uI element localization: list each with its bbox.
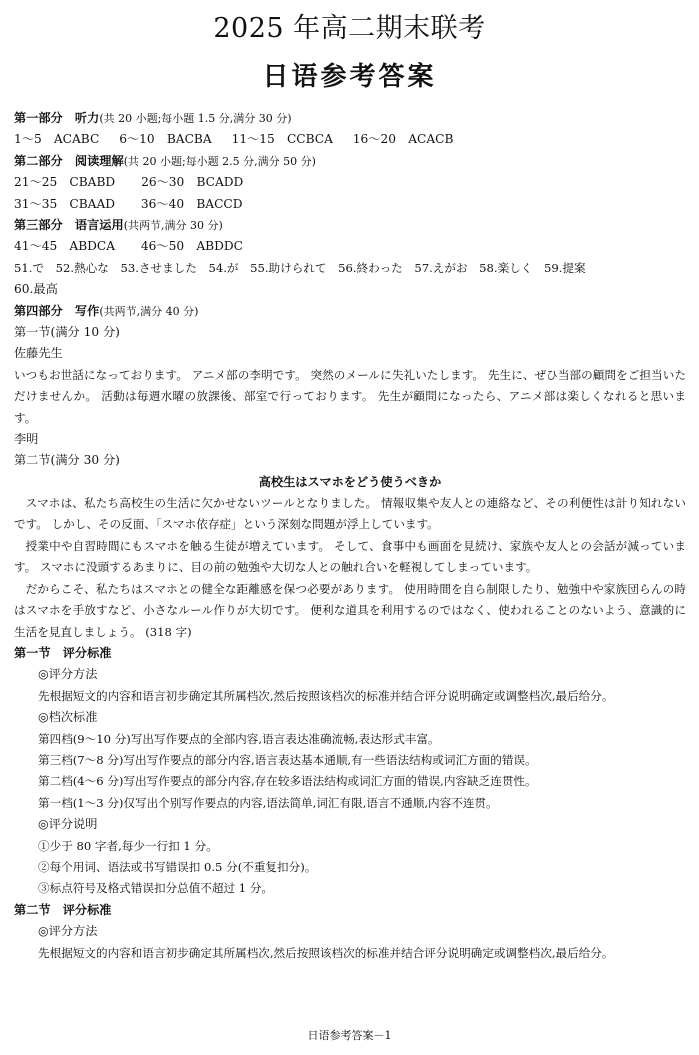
page-title: 2025 年高二期末联考	[213, 13, 486, 44]
scoring-level: 第三档(7～8 分)写出写作要点的部分内容,语言表达基本通顺,有一些语法结构或词汇方面的错误。	[38, 752, 537, 767]
answer-group: 31～35 CBAAD	[14, 196, 116, 211]
scoring1-levels-label: ◎档次标准	[38, 710, 98, 725]
scoring2-method-label: ◎评分方法	[38, 924, 98, 939]
answer-content	[14, 108, 686, 964]
part1-note: (共 20 小题;每小题 1.5 分,满分 30 分)	[99, 112, 292, 125]
essay-title: 高校生はスマホをどう使うべきか	[258, 474, 442, 489]
scoring1-notes-label: ◎评分说明	[38, 817, 98, 832]
scoring-note: ③标点符号及格式错误扣分总值不超过 1 分。	[38, 881, 274, 896]
answer-group: 41～45 ABDCA	[14, 239, 116, 254]
scoring1-method-label: ◎评分方法	[38, 667, 98, 682]
part1-heading: 第一部分 听力	[14, 111, 100, 125]
part3-heading: 第三部分 语言运用	[14, 217, 124, 232]
scoring-level: 第一档(1～3 分)仅写出个别写作要点的内容,语法简单,词汇有限,语言不通顺,内容不连贯。	[38, 795, 498, 810]
part3-fill-line1: 51.で 52.熱心な 53.させました 54.が 55.助けられて 56.終わった 57.えがお 58.楽しく 59.提案	[14, 260, 586, 275]
answer-group: 1～5 ACABC	[14, 132, 100, 147]
part2-answers-row1	[14, 172, 686, 193]
scoring1-method-text: 先根据短文的内容和语言初步确定其所属档次,然后按照该档次的标准并结合评分说明确定或调整档次,最后给分。	[38, 688, 614, 703]
scoring2-method-text: 先根据短文的内容和语言初步确定其所属档次,然后按照该档次的标准并结合评分说明确定或调整档次,最后给分。	[38, 945, 614, 960]
answer-group: 6～10 BACBA	[119, 132, 212, 147]
part1-heading-row	[14, 108, 686, 129]
part4-note: (共两节,满分 40 分)	[99, 304, 199, 318]
part1-answers	[14, 129, 686, 150]
letter-salutation: 佐藤先生	[14, 346, 63, 361]
scoring1-heading: 第一节 评分标准	[14, 645, 112, 660]
part2-answers-row2	[14, 194, 686, 215]
part2-heading: 第二部分 阅读理解	[14, 153, 124, 168]
scoring-level: 第二档(4～6 分)写出写作要点的部分内容,存在较多语法结构或词汇方面的错误,内容缺乏连贯性。	[38, 774, 537, 789]
part4-heading: 第四部分 写作	[14, 303, 100, 318]
scoring-level: 第四档(9～10 分)写出写作要点的全部内容,语言表达准确流畅,表达形式丰富。	[38, 731, 440, 746]
part3-note: (共两节,满分 30 分)	[123, 218, 223, 232]
answer-group: 26～30 BCADD	[141, 175, 244, 190]
part3-fill-line2: 60.最高	[14, 282, 58, 297]
scoring-note: ②每个用词、语法或书写错误扣 0.5 分(不重复扣分)。	[38, 859, 317, 874]
answer-group: 46～50 ABDDC	[140, 239, 243, 254]
scoring-note: ①少于 80 字者,每少一行扣 1 分。	[38, 838, 218, 853]
answer-group: 16～20 ACACB	[352, 132, 454, 147]
essay-paragraph: 授業中や自習時間にもスマホを触る生徒が増えています。 そして、食事中も画面を見続け、家族や友人との会話が減っています。 スマホに没頭するあまりに、目の前の勉強や大切な人との触れ合いを軽視してしまっています。	[14, 538, 686, 575]
letter-body: いつもお世話になっております。 アニメ部の李明です。 突然のメールに失礼いたします。 先生に、ぜひ当部の顧問をご担当いただけませんか。 活動は毎週水曜の放課後、部室で行っております。 先生が顧問になったら、アニメ部は楽しくなれると思います。	[14, 367, 686, 425]
part4-heading-row	[14, 301, 686, 322]
scoring2-heading: 第二节 评分标准	[14, 902, 112, 917]
letter-signature: 李明	[14, 431, 39, 446]
part4-section2-label: 第二节(满分 30 分)	[14, 453, 120, 468]
answer-group: 21～25 CBABD	[14, 175, 116, 190]
part3-heading-row	[14, 215, 686, 236]
part3-answers-row1	[14, 236, 686, 257]
essay-paragraph: スマホは、私たち高校生の生活に欠かせないツールとなりました。 情報収集や友人との連絡など、その利便性は計り知れないです。 しかし、その反面、「スマホ依存症」という深刻な問題が浮上しています。	[14, 496, 686, 532]
answer-group: 11～15 CCBCA	[231, 132, 333, 147]
answer-group: 36～40 BACCD	[140, 196, 243, 211]
essay-paragraph: だからこそ、私たちはスマホとの健全な距離感を保つ必要があります。 使用時間を自ら制限したり、勉強中や家族団らんの時はスマホを手放すなど、小さなルール作りが大切です。 便利な道具を利用するのではなく、使われることのないよう、意識的に生活を見直しましょう。 (318 字)	[14, 581, 686, 639]
part2-heading-row	[14, 151, 686, 172]
page-footer: 日语参考答案－1	[307, 1029, 392, 1042]
page-subtitle: 日语参考答案	[262, 62, 437, 92]
part4-section1-label: 第一节(满分 10 分)	[14, 324, 120, 339]
part2-note: (共 20 小题;每小题 2.5 分,满分 50 分)	[123, 154, 316, 168]
